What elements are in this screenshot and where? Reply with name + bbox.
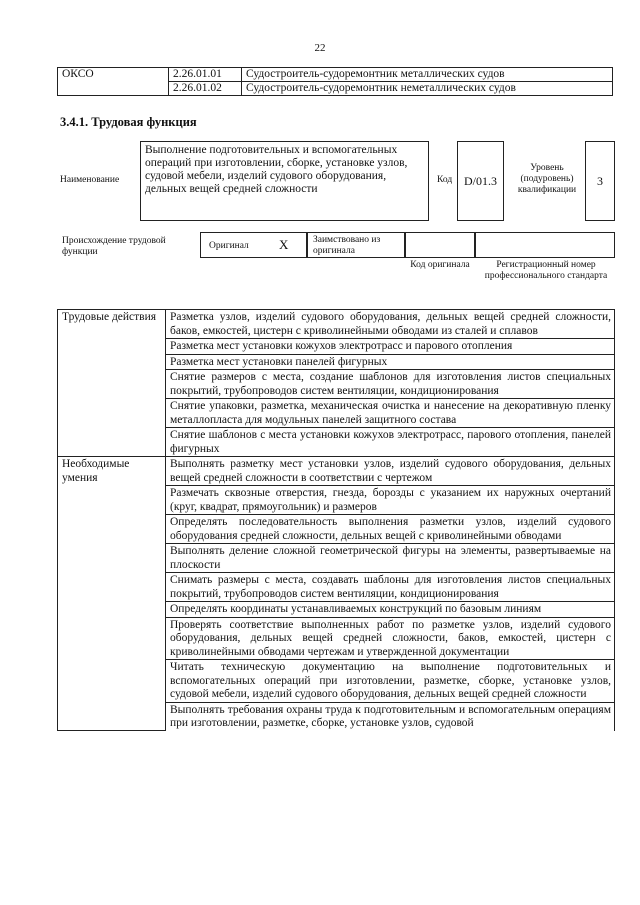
okso-row: [58, 68, 613, 82]
skill-item: Снимать размеры с места, создавать шаблоны для изготовления листов специальных покрытий, трубопроводов систем вентиляции, кондиционирования: [166, 573, 615, 602]
borrowed-box: [307, 232, 405, 258]
skill-item: Выполнять требования охраны труда к подготовительным и вспомогательным операциям при изготовлении, разметке, сборке, установке узлов, судовой: [166, 702, 615, 731]
table-row: [58, 457, 615, 486]
skill-item: Определять последовательность выполнения разметки узлов, изделий судового оборудования средней сложности, дельных вещей с криволинейными обводами: [166, 515, 615, 544]
labor-action-item: Снятие размеров с места, создание шаблонов для изготовления листов специальных покрытий, трубопроводов систем вентиляции, кондиционирования: [166, 370, 615, 399]
labor-action-item: Разметка узлов, изделий судового оборудования, дельных вещей средней сложности, баков, емкостей, цистерн с криволинейными обводами из сталей и сплавов: [166, 310, 615, 339]
origin-label: Происхождение трудовой функции: [62, 236, 166, 257]
okso-label: ОКСО: [58, 68, 169, 96]
function-code-box: D/01.3: [457, 141, 504, 221]
okso-table: [57, 67, 613, 96]
reg-number-box: [475, 232, 615, 258]
required-skills-label: Необходимые умения: [58, 457, 166, 731]
original-box: [200, 232, 307, 258]
skill-item: Выполнять деление сложной геометрической фигуры на элементы, развертываемые на плоскости: [166, 544, 615, 573]
okso-code: 2.26.01.02: [169, 82, 242, 96]
function-name-box: Выполнение подготовительных и вспомогательных операций при изготовлении, сборке, установке узлов, судовой мебели, изделий судового оборудования, дельных вещей средней сложности: [140, 141, 429, 221]
function-details-table: [57, 309, 615, 731]
skill-item: Определять координаты устанавливаемых конструкций по базовым линиям: [166, 602, 615, 618]
original-label: Оригинал: [209, 241, 249, 251]
qualification-level-box: 3: [585, 141, 615, 221]
qualification-level-label: Уровень (подуровень) квалификации: [517, 163, 577, 195]
labor-actions-label: Трудовые действия: [58, 310, 166, 457]
function-name-label: Наименование: [60, 175, 120, 185]
page-number: 22: [314, 42, 326, 54]
labor-action-item: Разметка мест установки кожухов электротрасс и парового отопления: [166, 339, 615, 355]
code-original-caption: Код оригинала: [410, 260, 470, 270]
skill-item: Читать техническую документацию на выполнение подготовительных и вспомогательных операций при изготовлении, разметке, сборке, установке узлов, судовой мебели, изделий судового оборудования, дельных вещей средней сложности: [166, 660, 615, 703]
skill-item: Размечать сквозные отверстия, гнезда, борозды с указанием их наружных очертаний (круг, квадрат, прямоугольник) и размеров: [166, 486, 615, 515]
okso-name: Судостроитель-судоремонтник металлических судов: [242, 68, 613, 82]
code-original-box: [405, 232, 475, 258]
okso-name: Судостроитель-судоремонтник неметаллических судов: [242, 82, 613, 96]
section-heading: 3.4.1. Трудовая функция: [60, 115, 197, 129]
borrowed-label: Заимствовано из оригинала: [313, 235, 381, 256]
original-mark: X: [279, 237, 289, 252]
okso-code: 2.26.01.01: [169, 68, 242, 82]
labor-action-item: Разметка мест установки панелей фигурных: [166, 354, 615, 370]
table-row: [58, 310, 615, 339]
reg-number-caption: Регистрационный номер профессионального стандарта: [484, 260, 608, 281]
function-code-label: Код: [437, 175, 453, 185]
skill-item: Проверять соответствие выполненных работ по разметке узлов, изделий судового оборудования, дельных вещей средней сложности, баков, емкостей, цистерн с криволинейными обводами чертежам и утвержденной документации: [166, 617, 615, 660]
skill-item: Выполнять разметку мест установки узлов, изделий судового оборудования, дельных вещей средней сложности в соответствии с чертежом: [166, 457, 615, 486]
labor-action-item: Снятие шаблонов с места установки кожухов электротрасс, парового отопления, панелей фигурных: [166, 428, 615, 457]
labor-action-item: Снятие упаковки, разметка, механическая очистка и нанесение на декоративную пленку металлопласта для модульных панелей защитного состава: [166, 399, 615, 428]
